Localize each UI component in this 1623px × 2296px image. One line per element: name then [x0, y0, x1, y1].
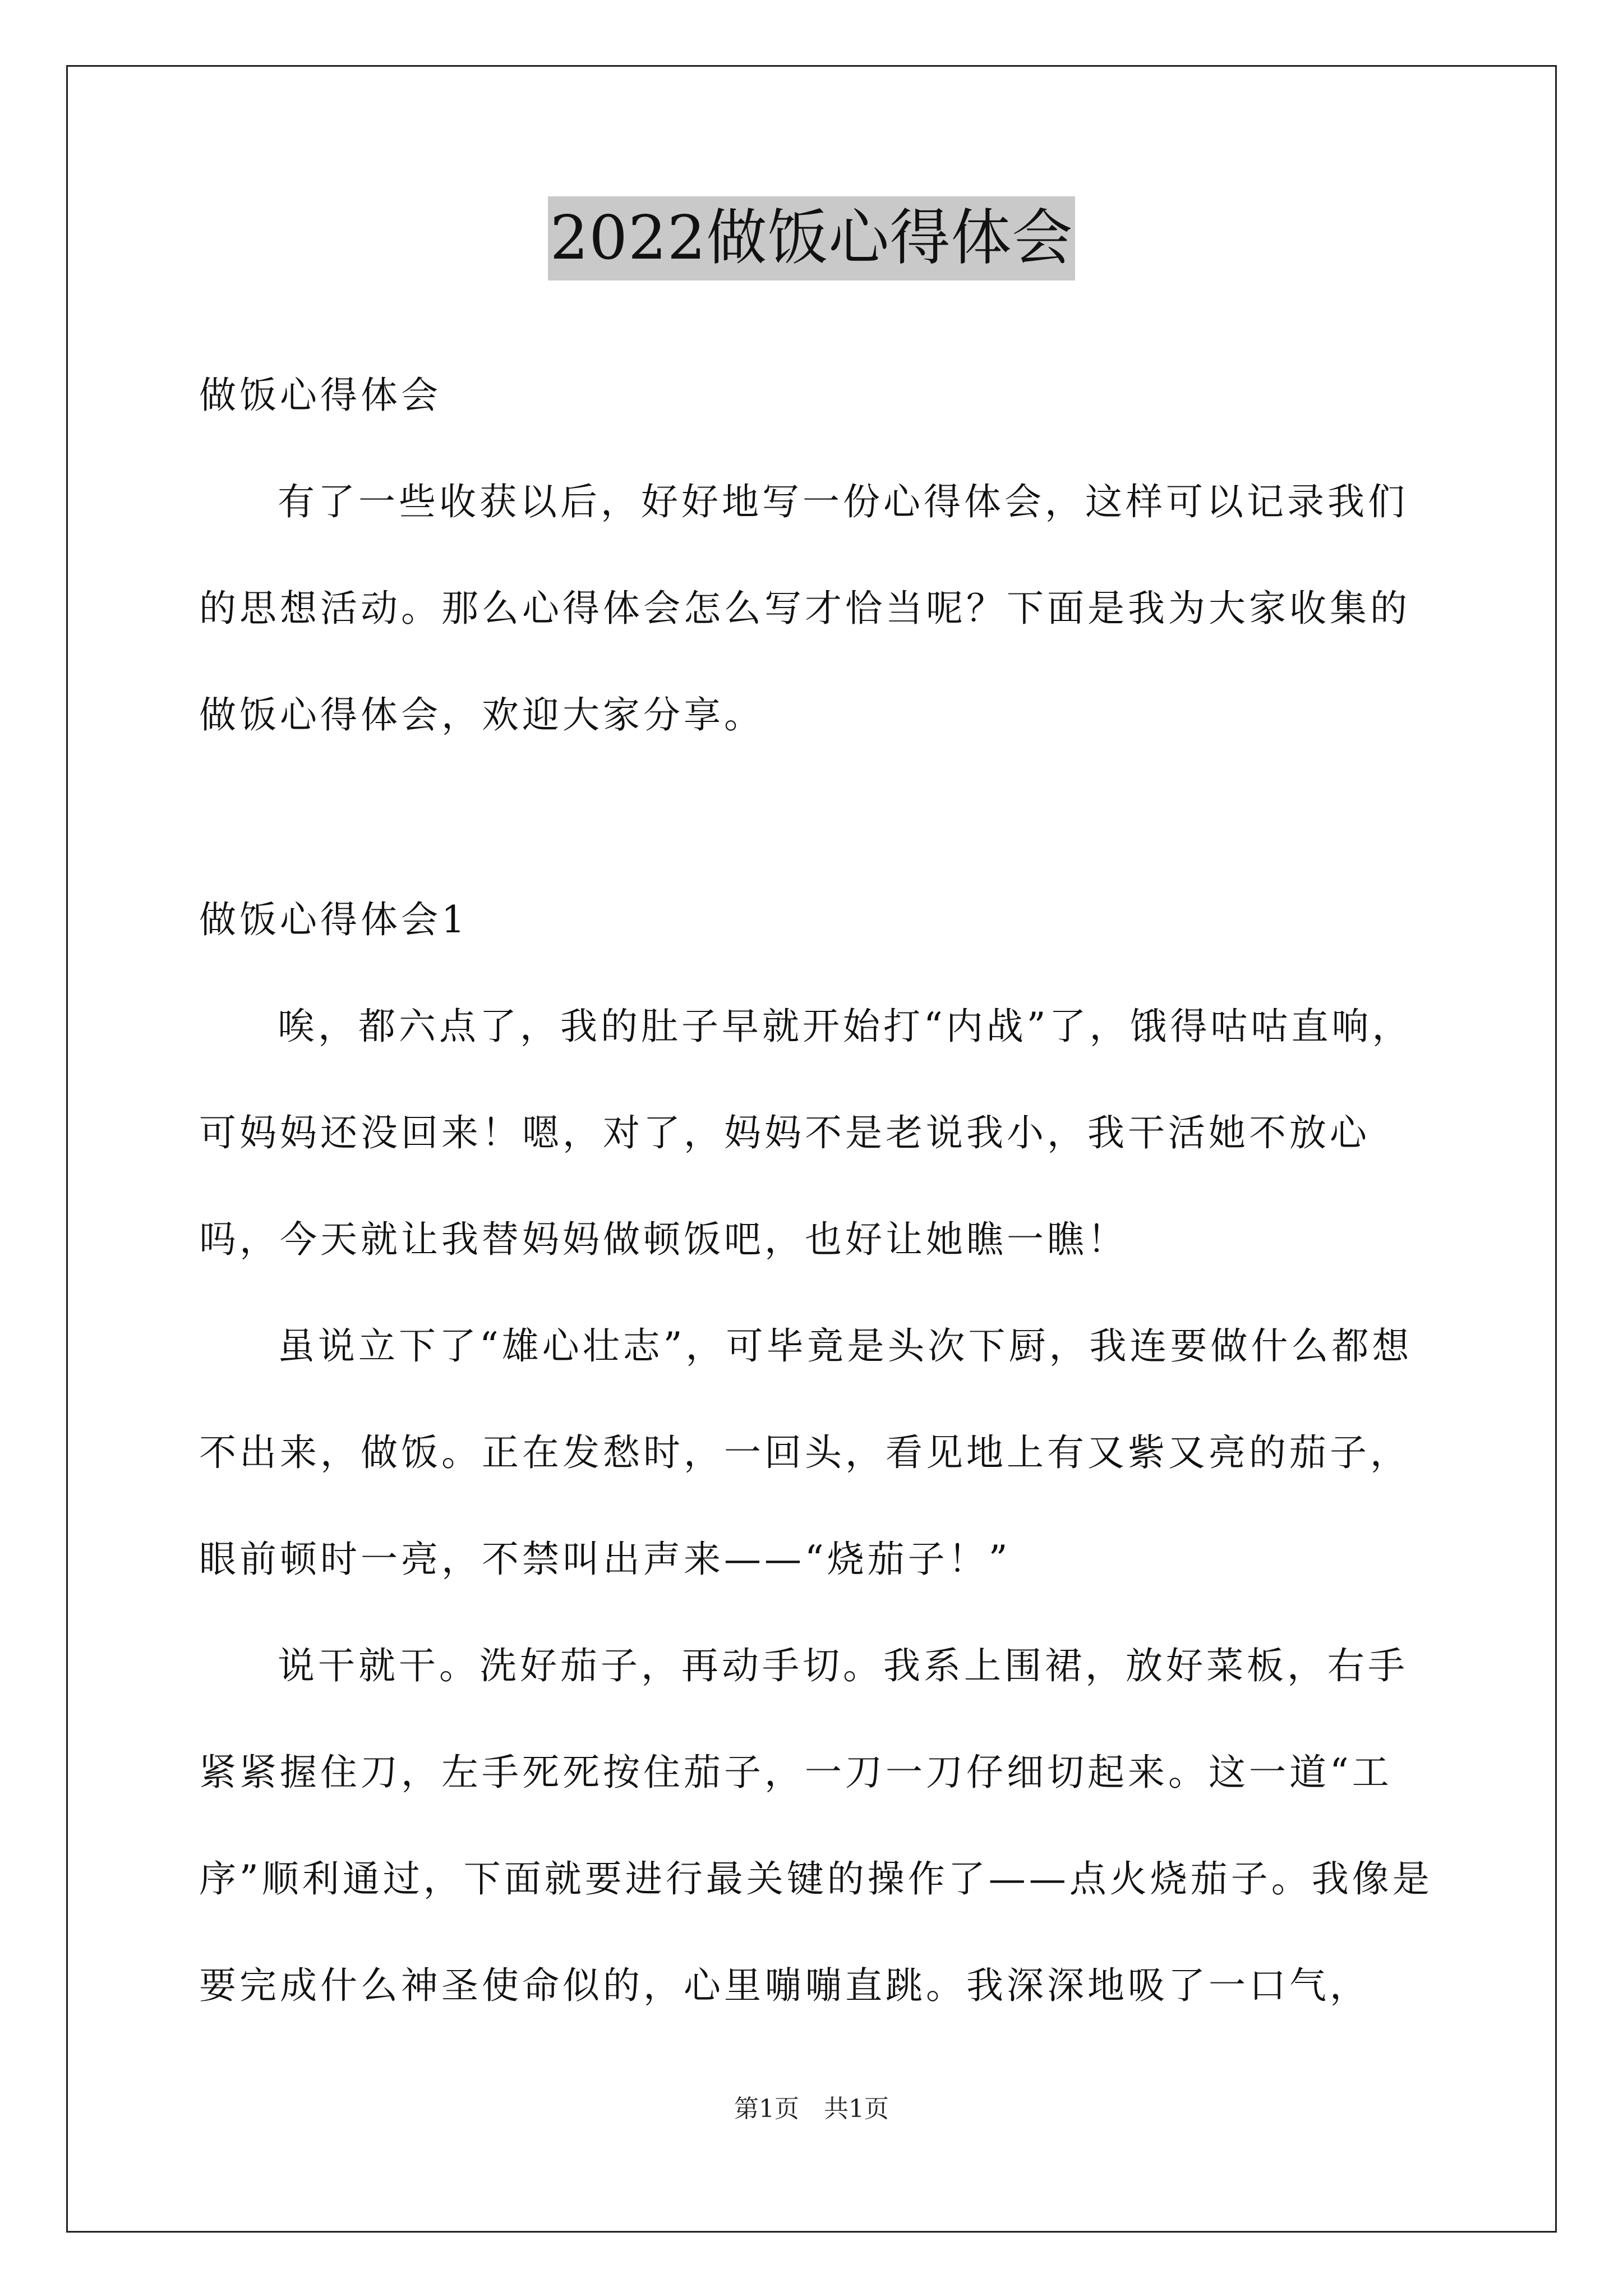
body-paragraph-3: 说干就干。洗好茄子，再动手切。我系上围裙，放好菜板，右手紧紧握住刀，左手死死按住茄子，一刀一刀仔细切起来。这一道“工序”顺利通过，下面就要进行最关键的操作了——点火烧茄子。我像是要完成什么神圣使命似的，心里嘣嘣直跳。我深深地吸了一口气， [199, 1644, 1433, 2007]
intro-paragraph: 有了一些收获以后，好好地写一份心得体会，这样可以记录我们的思想活动。那么心得体会怎么写才恰当呢？下面是我为大家收集的做饭心得体会，欢迎大家分享。 [199, 480, 1410, 737]
body-paragraph-1: 唉，都六点了，我的肚子早就开始打“内战”了，饿得咕咕直响，可妈妈还没回来！嗯，对了，妈妈不是老说我小，我干活她不放心吗，今天就让我替妈妈做顿饭吧，也好让她瞧一瞧！ [199, 1005, 1413, 1261]
subtitle: 做饭心得体会 [199, 374, 441, 417]
section-heading: 做饭心得体会1 [199, 898, 468, 941]
document-body [199, 342, 1438, 2039]
body-paragraph-2: 虽说立下了“雄心壮志”，可毕竟是头次下厨，我连要做什么都想不出来，做饭。正在发愁时，一回头，看见地上有又紫又亮的茄子，眼前顿时一亮，不禁叫出声来——“烧茄子！” [199, 1324, 1413, 1581]
page-title: 2022做饭心得体会 [548, 196, 1076, 280]
title-container [0, 196, 1623, 280]
page-footer: 第1页 共1页 [734, 2095, 889, 2123]
